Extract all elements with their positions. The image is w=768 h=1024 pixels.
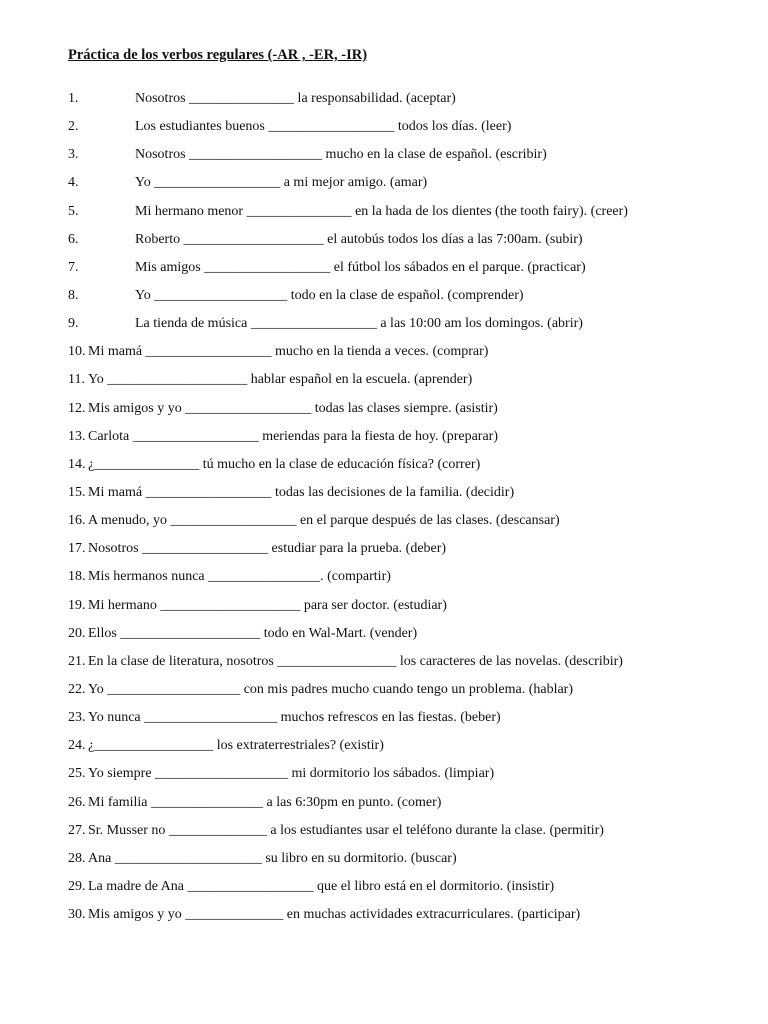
exercise-item bbox=[0, 707, 768, 735]
exercise-sentence: Yo nunca ___________________ muchos refrescos en las fiestas. (beber) bbox=[88, 710, 501, 726]
exercise-sentence: Yo siempre ___________________ mi dormitorio los sábados. (limpiar) bbox=[88, 766, 495, 782]
exercise-item bbox=[0, 172, 768, 200]
exercise-number: 3. bbox=[68, 147, 79, 163]
exercise-sentence: Los estudiantes buenos __________________ todos los días. (leer) bbox=[135, 119, 512, 135]
exercise-number: 18. bbox=[68, 569, 86, 585]
exercise-item bbox=[0, 679, 768, 707]
exercise-sentence: Yo ____________________ hablar español en la escuela. (aprender) bbox=[88, 372, 473, 388]
exercise-sentence: Mi mamá __________________ todas las decisiones de la familia. (decidir) bbox=[88, 484, 515, 500]
exercise-item bbox=[0, 426, 768, 454]
exercise-number: 7. bbox=[68, 259, 79, 275]
exercise-number: 25. bbox=[68, 766, 86, 782]
exercise-number: 13. bbox=[68, 428, 86, 444]
exercise-item bbox=[0, 848, 768, 876]
exercise-sentence: Yo ___________________ todo en la clase de español. (comprender) bbox=[135, 287, 524, 303]
exercise-sentence: Mi hermano ____________________ para ser doctor. (estudiar) bbox=[88, 597, 447, 613]
exercise-sentence: Yo ___________________ con mis padres mucho cuando tengo un problema. (hablar) bbox=[88, 681, 573, 697]
exercise-sentence: ¿_________________ los extraterrestriales? (existir) bbox=[88, 738, 384, 754]
exercise-number: 21. bbox=[68, 653, 86, 669]
exercise-item bbox=[0, 904, 768, 932]
exercise-sentence: Carlota __________________ meriendas para la fiesta de hoy. (preparar) bbox=[88, 428, 499, 444]
exercise-sentence: Ellos ____________________ todo en Wal-Mart. (vender) bbox=[88, 625, 418, 641]
exercise-sentence: Mi hermano menor _______________ en la hada de los dientes (the tooth fairy). (creer) bbox=[135, 203, 628, 219]
exercise-sentence: Mi mamá __________________ mucho en la tienda a veces. (comprar) bbox=[88, 344, 489, 360]
exercise-sentence: Nosotros __________________ estudiar para la prueba. (deber) bbox=[88, 541, 447, 557]
exercise-item bbox=[0, 341, 768, 369]
exercise-sentence: La tienda de música __________________ a las 10:00 am los domingos. (abrir) bbox=[135, 316, 583, 332]
exercise-item bbox=[0, 792, 768, 820]
exercise-item bbox=[0, 398, 768, 426]
exercise-number: 24. bbox=[68, 738, 86, 754]
exercise-number: 9. bbox=[68, 316, 79, 332]
exercise-item bbox=[0, 538, 768, 566]
exercise-number: 17. bbox=[68, 541, 86, 557]
exercise-item bbox=[0, 257, 768, 285]
exercise-sentence: Nosotros ___________________ mucho en la clase de español. (escribir) bbox=[135, 147, 547, 163]
exercise-sentence: Ana _____________________ su libro en su dormitorio. (buscar) bbox=[88, 850, 457, 866]
exercise-number: 19. bbox=[68, 597, 86, 613]
exercise-sentence: Mis amigos y yo __________________ todas las clases siempre. (asistir) bbox=[88, 400, 498, 416]
exercise-sentence: La madre de Ana __________________ que el libro está en el dormitorio. (insistir) bbox=[88, 878, 555, 894]
exercise-item bbox=[0, 735, 768, 763]
exercise-number: 14. bbox=[68, 456, 86, 472]
exercise-sentence: Mi familia ________________ a las 6:30pm en punto. (comer) bbox=[88, 794, 442, 810]
exercise-item bbox=[0, 623, 768, 651]
exercise-number: 8. bbox=[68, 287, 79, 303]
exercise-item bbox=[0, 454, 768, 482]
exercise-item bbox=[0, 313, 768, 341]
exercise-item bbox=[0, 876, 768, 904]
exercise-number: 10. bbox=[68, 344, 86, 360]
exercise-sentence: Roberto ____________________ el autobús todos los días a las 7:00am. (subir) bbox=[135, 231, 583, 247]
exercise-sentence: Mis hermanos nunca ________________. (compartir) bbox=[88, 569, 391, 585]
exercise-sentence: En la clase de literatura, nosotros _________________ los caracteres de las novelas. (describir) bbox=[88, 653, 623, 669]
exercise-number: 15. bbox=[68, 484, 86, 500]
exercise-item bbox=[0, 229, 768, 257]
exercise-sentence: A menudo, yo __________________ en el parque después de las clases. (descansar) bbox=[88, 513, 560, 529]
exercise-sentence: Nosotros _______________ la responsabilidad. (aceptar) bbox=[135, 91, 456, 106]
exercise-item bbox=[0, 763, 768, 791]
exercise-number: 23. bbox=[68, 710, 86, 726]
exercise-item bbox=[0, 566, 768, 594]
exercise-number: 26. bbox=[68, 794, 86, 810]
exercise-number: 11. bbox=[68, 372, 85, 388]
worksheet-title: Práctica de los verbos regulares (-AR , -ER, -IR) bbox=[68, 47, 368, 63]
exercise-number: 20. bbox=[68, 625, 86, 641]
exercise-number: 30. bbox=[68, 907, 86, 923]
exercise-number: 6. bbox=[68, 231, 79, 247]
exercise-list bbox=[0, 88, 768, 932]
exercise-number: 2. bbox=[68, 119, 79, 135]
exercise-number: 12. bbox=[68, 400, 86, 416]
exercise-number: 4. bbox=[68, 175, 79, 191]
exercise-item bbox=[0, 482, 768, 510]
exercise-sentence: Yo __________________ a mi mejor amigo. (amar) bbox=[135, 175, 428, 191]
exercise-number: 5. bbox=[68, 203, 79, 219]
exercise-number: 16. bbox=[68, 513, 86, 529]
exercise-item bbox=[0, 144, 768, 172]
exercise-item bbox=[0, 88, 768, 116]
exercise-item bbox=[0, 285, 768, 313]
exercise-item bbox=[0, 116, 768, 144]
exercise-number: 27. bbox=[68, 822, 86, 838]
exercise-item bbox=[0, 651, 768, 679]
exercise-item bbox=[0, 369, 768, 397]
exercise-item bbox=[0, 820, 768, 848]
exercise-item bbox=[0, 201, 768, 229]
exercise-number: 22. bbox=[68, 681, 86, 697]
exercise-sentence: ¿_______________ tú mucho en la clase de educación física? (correr) bbox=[88, 456, 481, 472]
exercise-number: 29. bbox=[68, 878, 86, 894]
exercise-sentence: Sr. Musser no ______________ a los estudiantes usar el teléfono durante la clase. (permitir) bbox=[88, 822, 604, 838]
exercise-item bbox=[0, 510, 768, 538]
exercise-number: 1. bbox=[68, 91, 79, 106]
exercise-sentence: Mis amigos __________________ el fútbol los sábados en el parque. (practicar) bbox=[135, 259, 586, 275]
exercise-item bbox=[0, 595, 768, 623]
exercise-number: 28. bbox=[68, 850, 86, 866]
exercise-sentence: Mis amigos y yo ______________ en muchas actividades extracurriculares. (participar) bbox=[88, 907, 581, 923]
